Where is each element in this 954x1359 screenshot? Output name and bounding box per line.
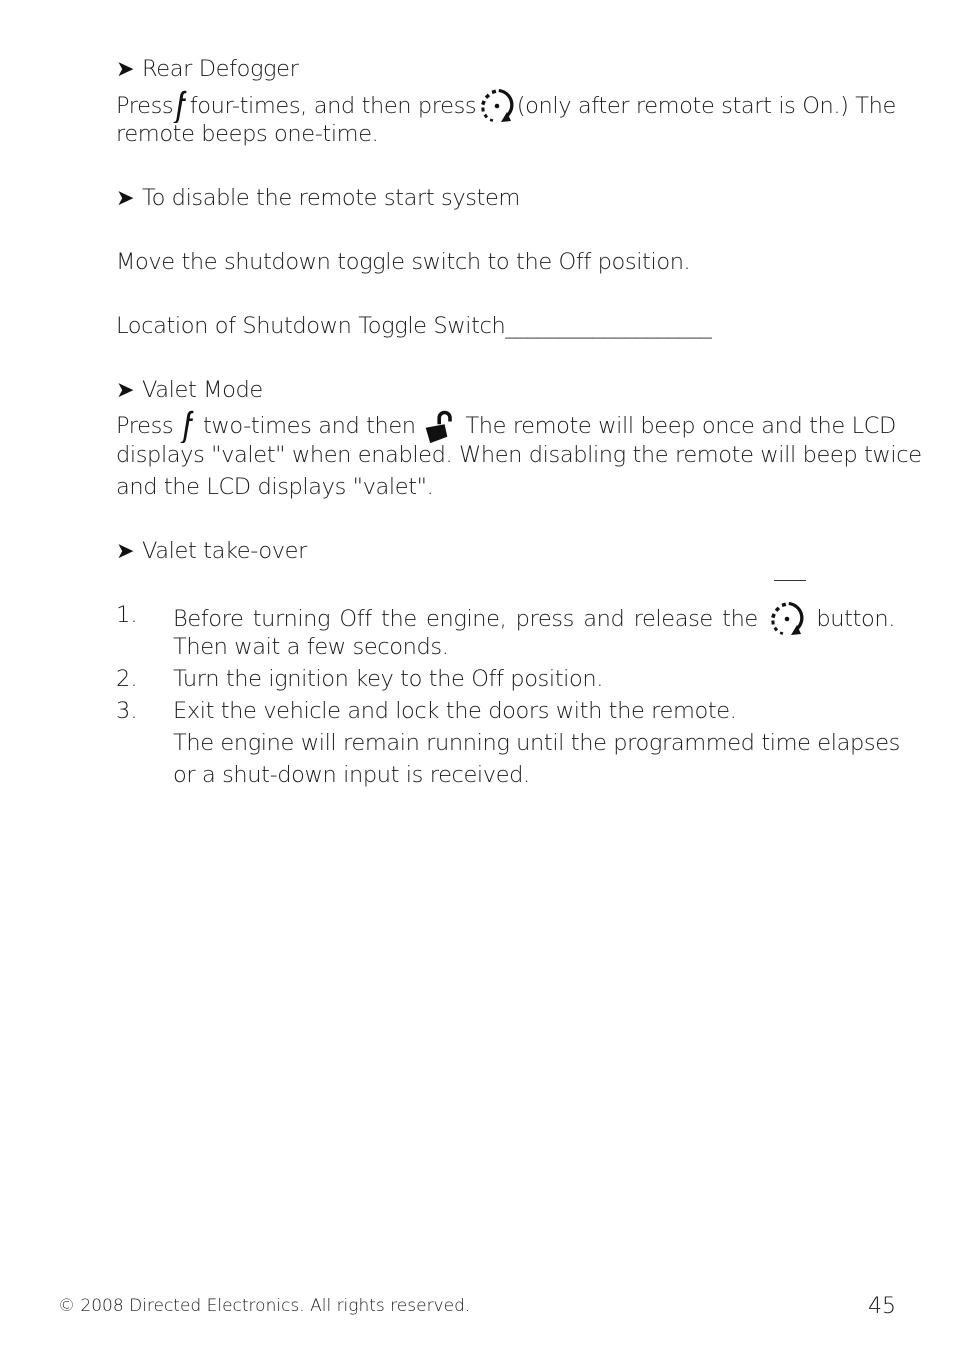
valet-takeover-heading: ➤ Valet take-over <box>116 535 307 568</box>
step-1: Before turning Off the engine, press and release the button. <box>173 599 895 639</box>
disable-text: Move the shutdown toggle switch to the Off position. <box>116 249 691 275</box>
valet-mode-instruction: Press two-times and then The remote will beep once and the LCD <box>116 407 896 445</box>
rear-defogger-instruction: Press four-times, and then press (only after remote start is On.) The <box>116 86 896 126</box>
arrow-bullet-icon: ➤ <box>116 378 135 403</box>
step-number: 2. <box>116 666 138 692</box>
step-number: 3. <box>116 698 138 724</box>
step-3-note: The engine will remain running until the programmed time elapses <box>173 730 900 756</box>
rear-defogger-instruction-cont: remote beeps one-time. <box>116 121 379 147</box>
rear-defogger-heading: ➤ Rear Defogger <box>116 53 298 86</box>
shutdown-location-field: Location of Shutdown Toggle Switch___________________ <box>116 313 712 339</box>
valet-mode-heading: ➤ Valet Mode <box>116 374 263 407</box>
valet-mode-instruction-cont: displays "valet" when enabled. When disabling the remote will beep twice <box>116 442 922 468</box>
disable-heading: ➤ To disable the remote start system <box>116 182 520 215</box>
valet-mode-instruction-end: and the LCD displays "valet". <box>116 474 434 500</box>
arrow-bullet-icon: ➤ <box>116 57 135 82</box>
remote-start-icon <box>767 599 807 639</box>
arrow-bullet-icon: ➤ <box>116 539 135 564</box>
step-3: Exit the vehicle and lock the doors with the remote. <box>173 698 737 724</box>
copyright: © 2008 Directed Electronics. All rights reserved. <box>58 1296 471 1316</box>
step-1-cont: Then wait a few seconds. <box>173 634 449 660</box>
arrow-bullet-icon: ➤ <box>116 186 135 211</box>
page-number: 45 <box>868 1294 896 1319</box>
step-3-note-cont: or a shut-down input is received. <box>173 762 530 788</box>
function-f-icon <box>180 409 196 443</box>
overbar-mark <box>774 580 806 581</box>
remote-start-icon <box>477 86 517 126</box>
step-2: Turn the ignition key to the Off position. <box>173 666 603 692</box>
step-number: 1. <box>116 602 138 628</box>
